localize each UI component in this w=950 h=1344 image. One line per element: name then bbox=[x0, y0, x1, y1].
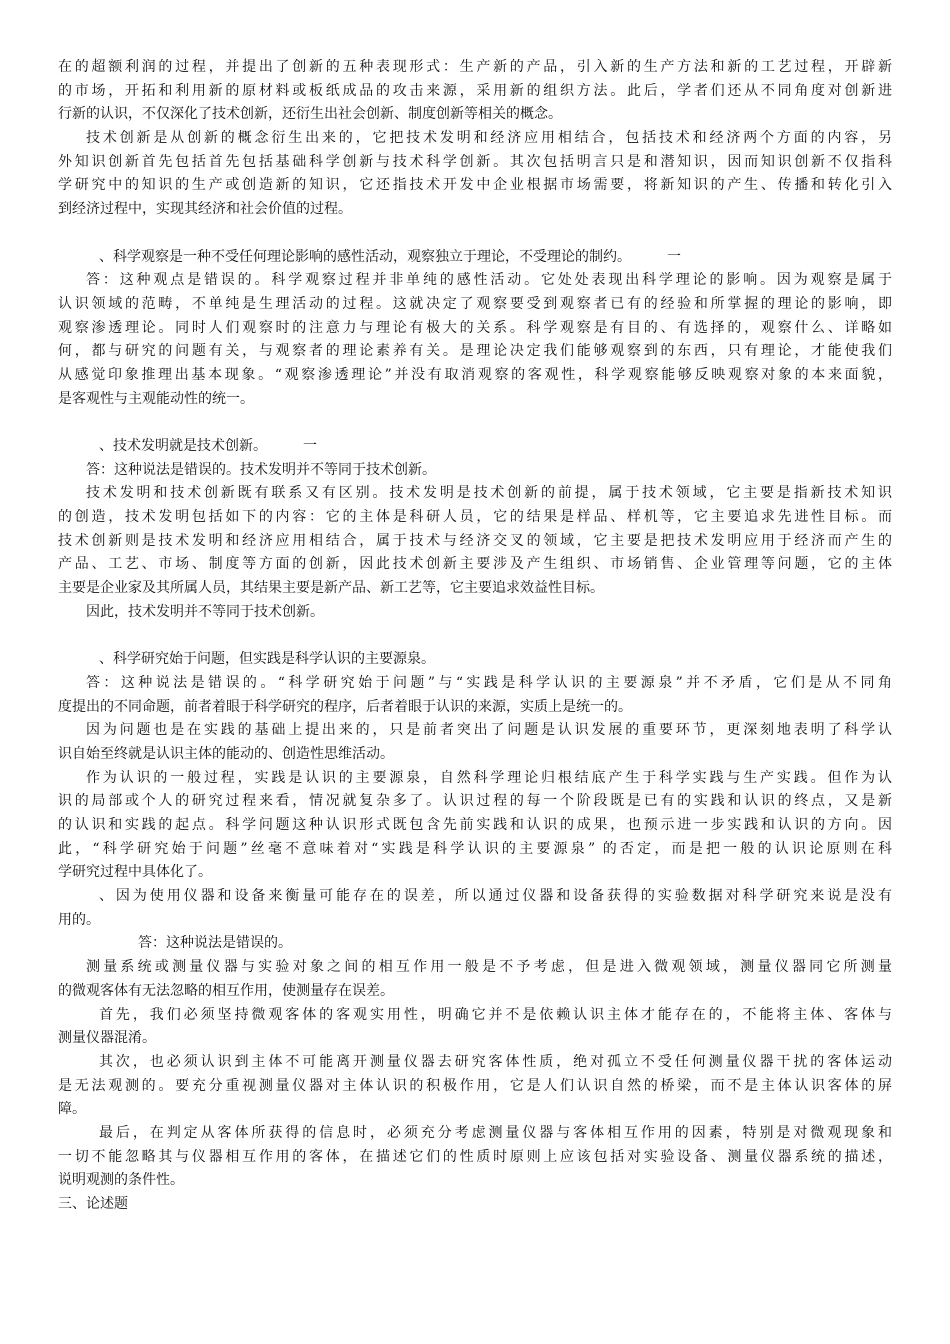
text-line: 的创造，技术发明包括如下的内容：它的主体是科研人员，它的结果是样品、样机等，它主要追求先进性目标。而 bbox=[58, 509, 892, 526]
text-line: 识的局部或个人的研究过程来看，情况就复杂多了。认识过程的每一个阶段既是已有的实践和认识的终点，又是新 bbox=[58, 793, 892, 810]
text-line: 是无法观测的。要充分重视测量仪器对主体认识的积极作用，它是人们认识自然的桥梁，而不是主体认识客体的屏 bbox=[58, 1077, 892, 1094]
question-marker: 一 bbox=[667, 248, 681, 265]
text-line: 学研究过程中具体化了。 bbox=[58, 864, 212, 881]
paragraph-start: 最后，在判定从客体所获得的信息时，必须充分考虑测量仪器与客体相互作用的因素，特别是对微观现象和 bbox=[99, 1124, 892, 1141]
text-line: 的认识和实践的起点。科学问题这种认识形式既包含先前实践和认识的成果，也预示进一步实践和认识的方向。因 bbox=[58, 817, 892, 833]
paragraph-start: 首先，我们必须坚持微观客体的客观实用性，明确它并不是依赖认识主体才能存在的，不能将主体、客体与 bbox=[99, 1006, 892, 1023]
spacer bbox=[58, 411, 892, 435]
text-line: 度提出的不同命题，前者着眼于科学研究的程序，后者着眼于认识的来源，实质上是统一的。 bbox=[58, 698, 632, 715]
paragraph-start: 因此，技术发明并不等同于技术创新。 bbox=[86, 603, 324, 620]
text-line: 行新的认识，不仅深化了技术创新，还衍生出社会创新、制度创新等相关的概念。 bbox=[58, 106, 562, 123]
text-line: 的微观客体有无法忽略的相互作用，使测量存在误差。 bbox=[58, 982, 394, 999]
paragraph-start: 因为问题也是在实践的基础上提出来的，只是前者突出了问题是认识发展的重要环节，更深刻地表明了科学认 bbox=[86, 722, 892, 739]
text-line: 识自始至终就是认识主体的能动的、创造性思维活动。 bbox=[58, 745, 394, 762]
spacer bbox=[58, 625, 892, 649]
text-line: 何，都与研究的问题有关，与观察者的理论素养有关。是理论决定我们能够观察到的东西，只有理论，才能使我们 bbox=[58, 343, 892, 360]
text-line: 学研究中的知识的生产或创造新的知识，它还指技术开发中企业根据市场需要，将新知识的产生、传播和转化引入 bbox=[58, 177, 892, 194]
text-line: 到经济过程中，实现其经济和社会价值的过程。 bbox=[58, 201, 352, 218]
text-line: 从感觉印象推理出基本现象。“观察渗透理论”并没有取消观察的客观性，科学观察能够反映观察对象的本来面貌， bbox=[58, 366, 892, 383]
paragraph-start: 其次，也必须认识到主体不可能离开测量仪器去研究客体性质，绝对孤立不受任何测量仪器干扰的客体运动 bbox=[99, 1053, 892, 1070]
text-line: 测量仪器混淆。 bbox=[58, 1030, 156, 1047]
answer-line: 答：这种说法是错误的。 bbox=[138, 935, 292, 952]
answer-line: 答：这种说法是错误的。“科学研究始于问题”与“实践是科学认识的主要源泉”并不矛盾，它们是从不同角 bbox=[86, 674, 892, 691]
text-line: 产品、工艺、市场、制度等方面的创新，因此技术创新主要涉及产生组织、市场销售、企业管理等问题，它的主体 bbox=[58, 556, 892, 573]
spacer bbox=[58, 222, 892, 246]
text-line: 认识领域的范畴，不单纯是生理活动的过程。这就决定了观察要受到观察者已有的经验和所掌握的理论的影响，即 bbox=[58, 295, 892, 312]
question-text: 、科学观察是一种不受任何理论影响的感性活动，观察独立于理论，不受理论的制约。 bbox=[99, 248, 631, 265]
text-line: 主要是企业家及其所属人员，其结果主要是新产品、新工艺等，它主要追求效益性目标。 bbox=[58, 580, 604, 597]
text-line: 障。 bbox=[58, 1101, 86, 1118]
paragraph-start: 技术创新是从创新的概念衍生出来的，它把技术发明和经济应用相结合，包括技术和经济两个方面的内容，另 bbox=[86, 130, 892, 147]
question-heading: 、因为使用仪器和设备来衡量可能存在的误差，所以通过仪器和设备获得的实验数据对科学研究来说是没有 bbox=[99, 888, 892, 905]
question-heading bbox=[58, 246, 892, 270]
text-line: 观察渗透理论。同时人们观察时的注意力与理论有极大的关系。科学观察是有目的、有选择的，观察什么、详略如 bbox=[58, 319, 892, 336]
text-line: 外知识创新首先包括首先包括基础科学创新与技术科学创新。其次包括明言只是和潜知识，因而知识创新不仅指科 bbox=[58, 153, 892, 170]
section-heading: 三、论述题 bbox=[58, 1196, 128, 1212]
text-line: 一切不能忽略其与仪器相互作用的客体，在描述它们的性质时原则上应该包括对实验设备、测量仪器系统的描述， bbox=[58, 1148, 892, 1165]
paragraph-start: 技术发明和技术创新既有联系又有区别。技术发明是技术创新的前提，属于技术领域，它主要是指新技术知识 bbox=[86, 485, 892, 502]
question-heading: 、科学研究始于问题，但实践是科学认识的主要源泉。 bbox=[99, 651, 435, 668]
text-line: 的市场，开拓和利用新的原材料或板纸成品的攻击来源，采用新的组织方法。此后，学者们还从不同角度对创新进 bbox=[58, 82, 892, 99]
text-line: 技术创新则是技术发明和经济应用相结合，属于技术与经济交叉的领域，它主要是把技术发明应用于经济而产生的 bbox=[58, 532, 892, 549]
answer-line: 答：这种说法是错误的。技术发明并不等同于技术创新。 bbox=[86, 461, 436, 478]
question-marker: 一 bbox=[303, 438, 317, 454]
paragraph-start: 测量系统或测量仪器与实验对象之间的相互作用一般是不予考虑，但是进入微观领域，测量仪器同它所测量 bbox=[86, 959, 892, 976]
question-heading bbox=[58, 435, 892, 459]
answer-line: 答：这种观点是错误的。科学观察过程并非单纯的感性活动。它处处表现出科学理论的影响。因为观察是属于 bbox=[86, 272, 892, 289]
text-line: 是客观性与主观能动性的统一。 bbox=[58, 390, 254, 407]
text-line: 说明观测的条件性。 bbox=[58, 1172, 184, 1189]
text-line: 在的超额利润的过程，并提出了创新的五种表现形式：生产新的产品，引入新的生产方法和新的工艺过程，开辟新 bbox=[58, 59, 892, 75]
question-text: 、技术发明就是技术创新。 bbox=[99, 438, 267, 454]
paragraph-start: 作为认识的一般过程，实践是认识的主要源泉，自然科学理论归根结底产生于科学实践与生产实践。但作为认 bbox=[86, 769, 892, 786]
text-line: 此，“科学研究始于问题”丝毫不意味着对“实践是科学认识的主要源泉” 的否定，而是把一般的认识论原则在科 bbox=[58, 840, 892, 857]
text-line: 用的。 bbox=[58, 911, 100, 928]
